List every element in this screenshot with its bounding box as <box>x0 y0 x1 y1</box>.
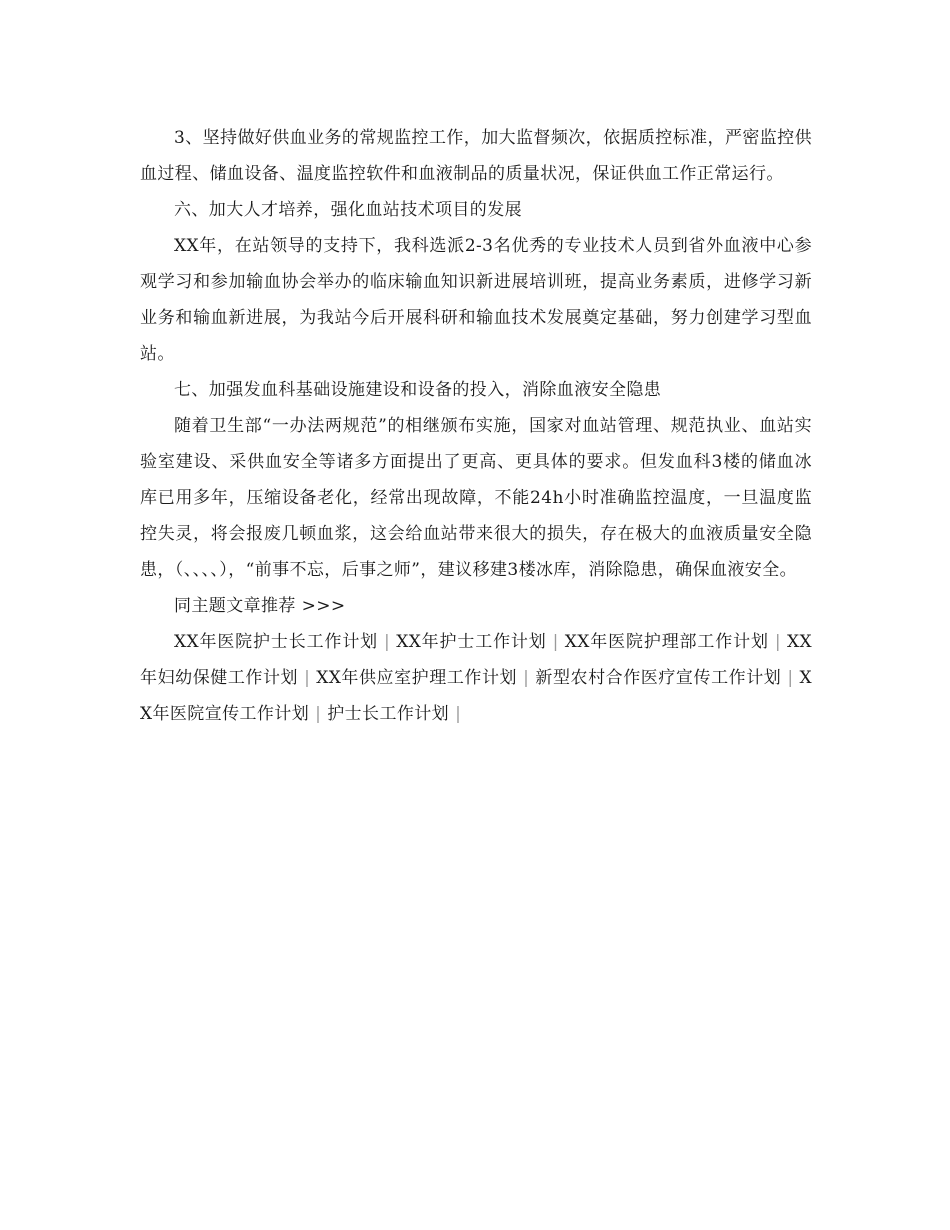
related-link-nursing-dept-plan[interactable]: XX年医院护理部工作计划 <box>564 632 769 652</box>
related-articles-list <box>140 624 812 732</box>
link-separator: | <box>523 668 530 688</box>
related-link-head-nurse-plan[interactable]: XX年医院护士长工作计划 <box>174 632 379 652</box>
related-link-supply-room-plan[interactable]: XX年供应室护理工作计划 <box>316 668 518 688</box>
paragraph-talent-training: XX年，在站领导的支持下，我科选派2-3名优秀的专业技术人员到省外血液中心参观学习和参加输血协会举办的临床输血知识新进展培训班，提高业务素质，进修学习新业务和输血新进展，为我站今后开展科研和输血技术发展奠定基础，努力创建学习型血站。 <box>140 236 812 364</box>
link-separator: | <box>384 632 391 652</box>
section-heading-talent-training: 六、加大人才培养，强化血站技术项目的发展 <box>174 200 522 220</box>
link-separator: | <box>315 704 322 724</box>
related-link-hospital-publicity-plan[interactable]: XX年医院宣传工作计划 <box>140 668 812 724</box>
link-separator: | <box>787 668 794 688</box>
link-separator: | <box>304 668 311 688</box>
link-separator: | <box>455 704 462 724</box>
related-link-head-nurse-work-plan[interactable]: 护士长工作计划 <box>327 704 450 724</box>
related-link-maternal-child-plan[interactable]: XX年妇幼保健工作计划 <box>140 632 812 688</box>
related-articles-title: 同主题文章推荐 >>> <box>174 596 346 616</box>
related-link-rural-medical-plan[interactable]: 新型农村合作医疗宣传工作计划 <box>535 668 782 688</box>
link-separator: | <box>552 632 559 652</box>
link-separator: | <box>774 632 781 652</box>
paragraph-blood-supply-monitoring: 3、坚持做好供血业务的常规监控工作，加大监督频次，依据质控标准，严密监控供血过程、储血设备、温度监控软件和血液制品的质量状况，保证供血工作正常运行。 <box>140 128 812 184</box>
related-link-nurse-plan[interactable]: XX年护士工作计划 <box>396 632 547 652</box>
section-heading-infrastructure: 七、加强发血科基础设施建设和设备的投入，消除血液安全隐患 <box>174 380 662 400</box>
paragraph-infrastructure: 随着卫生部“一办法两规范”的相继颁布实施，国家对血站管理、规范执业、血站实验室建设、采供血安全等诸多方面提出了更高、更具体的要求。但发血科3楼的储血冰库已用多年，压缩设备老化，经常出现故障，不能24h小时准确监控温度，一旦温度监控失灵，将会报废几顿血浆，这会给血站带来很大的损失，存在极大的血液质量安全隐患，（、、、、），“前事不忘，后事之师”，建议移建3楼冰库，消除隐患，确保血液安全。 <box>140 416 812 580</box>
document-page <box>140 120 812 732</box>
